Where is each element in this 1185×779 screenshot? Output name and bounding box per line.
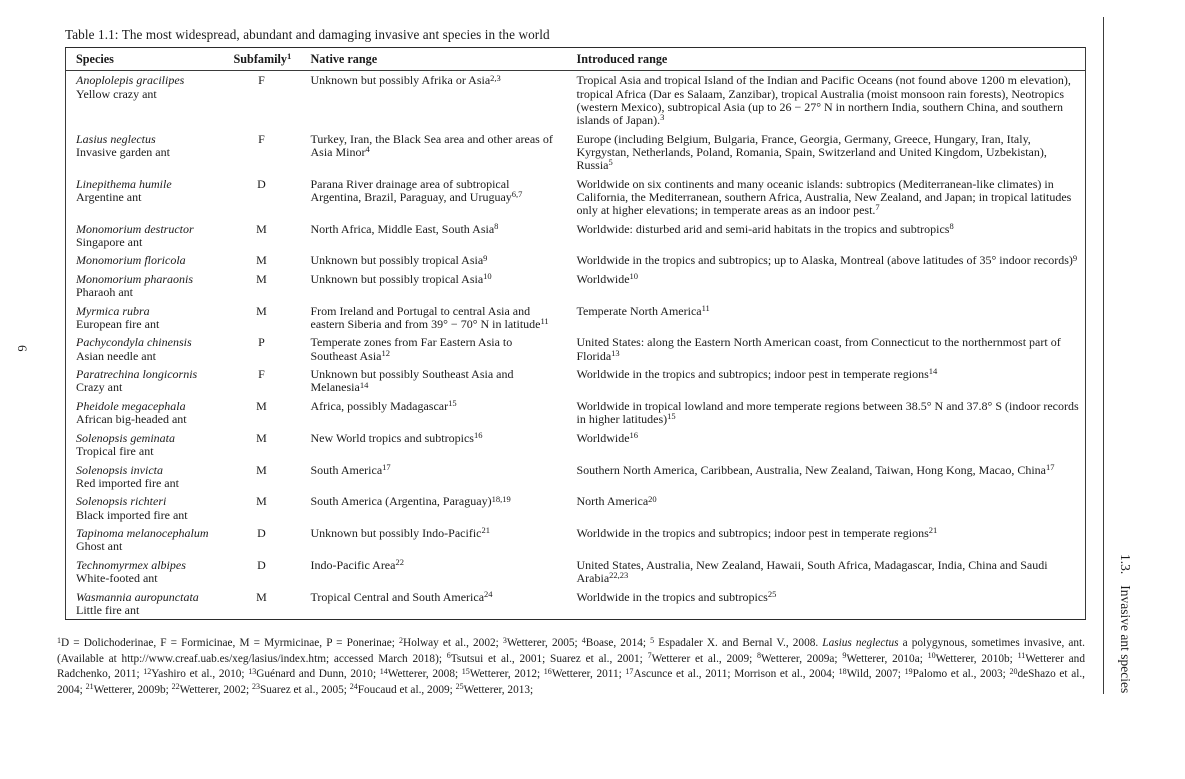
table-row [66,219,1086,251]
table-footnotes: $^1$D = Dolichoderinae, F = Formicinae, M = Myrmicinae, P = Ponerinae; $^2$Holway et al., 2002; $^3$Wetterer, 2005; $^4$Boase, 2014; $^5$ Espadaler X. and Bernal V., 2008. Lasius neglectus a polygynous, sometimes invasive, ant. (Available at http://www.creaf.uab.es/xeg/lasius/index.htm; accessed March 2018); $^6$Tsutsui et al., 2001; Suarez et al., 2001; $^7$Wetterer et al., 2009; $^8$Wetterer, 2009a; $^9$Wetterer, 2010a; $^{10}$Wetterer, 2010b; $^{11}$Wetterer and Radchenko, 2011; $^{12}$Yashiro et al., 2010; $^{13}$Guénard and Dunn, 2010; $^{14}$Wetterer, 2008; $^{15}$Wetterer, 2012; $^{16}$Wetterer, 2011; $^{17}$Ascunce et al., 2011; Morrison et al., 2004; $^{18}$Wild, 2007; $^{19}$Palomo et al., 2003; $^{20}$deShazo et al., 2004; $^{21}$Wetterer, 2009b; $^{22}$Wetterer, 2002; $^{23}$Suarez et al., 2005; $^{24}$Foucaud et al., 2009; $^{25}$Wetterer, 2013; [57,635,1086,697]
species-name: Solenopsis invicta [76,462,163,477]
subfamily-value: M [256,430,267,445]
table-row [66,365,1086,397]
common-name: European fire ant [76,316,160,331]
page-number: 6 [15,345,30,352]
table-row [66,556,1086,588]
subfamily-value: D [257,557,266,572]
subfamily-value: M [256,221,267,236]
column-header-introduced: Introduced range [571,48,1086,71]
introduced-range: Worldwide in the tropics and subtropics; up to Alaska, Montreal (above latitudes of 35° indoor records)$^9$ [576,252,1078,268]
running-header [1100,17,1133,693]
common-name: Singapore ant [76,234,143,249]
introduced-range: Worldwide in the tropics and subtropics; indoor pest in temperate regions$^{21}$ [576,525,938,541]
table-row [66,302,1086,334]
native-range: Temperate zones from Far Eastern Asia to Southeast Asia$^{12}$ [310,335,513,363]
common-name: Ghost ant [76,539,123,554]
table-row [66,588,1086,620]
subfamily-value: P [258,335,265,350]
subfamily-value: M [256,589,267,604]
native-range: Unknown but possibly tropical Asia$^9$ [310,252,488,268]
table-row [66,71,1086,130]
species-name: Pheidole megacephala [76,399,186,414]
introduced-range: Temperate North America$^{11}$ [576,302,710,318]
section-number: 1.3. [1118,553,1133,575]
introduced-range: Europe (including Belgium, Bulgaria, France, Georgia, Germany, Greece, Hungary, Iran, Italy, Kyrgystan, Netherlands, Poland, Romania, Spain, Switzerland and United Kingdom, Uzbekistan), Russia$^5$ [576,131,1047,172]
common-name: Yellow crazy ant [76,86,157,101]
native-range: Tropical Central and South America$^{24}$ [310,588,493,604]
species-name: Monomorium destructor [76,221,194,236]
species-name: Solenopsis geminata [76,430,175,445]
native-range: New World tropics and subtropics$^{16}$ [310,429,483,445]
table-row [66,174,1086,219]
introduced-range: United States, Australia, New Zealand, Hawaii, South Africa, Madagascar, India, China and Saudi Arabia$^{22,23}$ [576,557,1048,586]
species-name: Monomorium floricola [76,253,186,268]
table-container [65,47,1085,620]
species-name: Paratrechina longicornis [76,367,198,382]
table-row [66,524,1086,556]
native-range: North Africa, Middle East, South Asia$^8$ [310,220,499,236]
species-name: Myrmica rubra [76,303,150,318]
introduced-range: Worldwide on six continents and many oceanic islands: subtropics (Mediterranean-like climates) in California, the Mediterranean, southern Africa, Australia, New Zealand, and Japan; in tropical latitudes only at higher elevations; in temperate areas as an indoor pest.$^7$ [576,176,1072,217]
native-range: Unknown but possibly Indo-Pacific$^{21}$ [310,525,490,541]
subfamily-value: M [256,462,267,477]
common-name: Little fire ant [76,602,140,617]
subfamily-value: F [258,131,265,146]
common-name: Argentine ant [76,189,142,204]
table-row [66,333,1086,365]
subfamily-value: D [257,176,266,191]
introduced-range: Worldwide in the tropics and subtropics; indoor pest in temperate regions$^{14}$ [576,366,938,382]
introduced-range: Worldwide$^{10}$ [576,271,639,286]
subfamily-value: M [256,303,267,318]
native-range: From Ireland and Portugal to central Asia and eastern Siberia and from 39° − 70° N in latitude$^{11}$ [310,303,549,331]
species-name: Anoplolepis gracilipes [76,73,185,88]
species-name: Solenopsis richteri [76,494,167,509]
table-row [66,129,1086,174]
common-name: African big-headed ant [76,412,187,427]
table-row [66,251,1086,270]
column-header-species: Species [66,48,234,71]
common-name: Crazy ant [76,380,123,395]
subfamily-value: M [256,271,267,286]
introduced-range: Worldwide in the tropics and subtropics$^{25}$ [576,588,777,604]
native-range: Unknown but possibly Southeast Asia and Melanesia$^{14}$ [310,367,514,395]
species-name: Technomyrmex albipes [76,557,186,572]
introduced-range: Worldwide$^{16}$ [576,429,639,445]
native-range: South America$^{17}$ [310,461,391,477]
common-name: Invasive garden ant [76,144,170,159]
species-name: Linepithema humile [76,176,172,191]
column-header-native: Native range [304,48,571,71]
column-header-subfamily: Subfamily$^1$ [234,48,304,71]
common-name: White-footed ant [76,571,158,586]
species-name: Lasius neglectus [76,131,156,146]
species-name: Wasmannia auropunctata [76,589,199,604]
invasive-ants-table [65,47,1086,620]
common-name: Pharaoh ant [76,285,133,300]
native-range: Unknown but possibly Afrika or Asia$^{2,3}$ [310,72,501,88]
table-row [66,429,1086,461]
common-name: Black imported fire ant [76,507,188,522]
common-name: Asian needle ant [76,348,156,363]
subfamily-value: D [257,526,266,541]
introduced-range: Tropical Asia and tropical Island of the Indian and Pacific Oceans (not found above 1200 m elevation), tropical Africa (Dar es Salaam, Zanzibar), tropical Australia (moist monsoon rain forests), Neotropics (western Mexico), subtropical Asia (up to 26 − 27° N in northern India, southern China, and southern islands of Japan).$^3$ [576,73,1071,127]
native-range: Parana River drainage area of subtropical Argentina, Brazil, Paraguay, and Uruguay$^{6,7}$ [310,176,523,204]
native-range: Unknown but possibly tropical Asia$^{10}$ [310,271,492,286]
native-range: South America (Argentina, Paraguay)$^{18,19}$ [310,493,511,509]
species-name: Tapinoma melanocephalum [76,526,209,541]
introduced-range: North America$^{20}$ [576,493,657,509]
native-range: Turkey, Iran, the Black Sea area and other areas of Asia Minor$^4$ [310,131,553,159]
subfamily-value: F [258,367,265,382]
native-range: Africa, possibly Madagascar$^{15}$ [310,398,457,414]
common-name: Red imported fire ant [76,475,179,490]
table-row [66,270,1086,302]
introduced-range: Southern North America, Caribbean, Australia, New Zealand, Taiwan, Hong Kong, Macao, China$^{17}$ [576,461,1055,477]
table-row [66,460,1086,492]
common-name: Tropical fire ant [76,444,154,459]
introduced-range: Worldwide: disturbed arid and semi-arid habitats in the tropics and subtropics$^8$ [576,220,954,236]
subfamily-value: M [256,494,267,509]
table-row [66,397,1086,429]
introduced-range: Worldwide in tropical lowland and more temperate regions between 38.5° N and 37.8° S (indoor records in higher latitudes)$^{15}$ [576,399,1079,427]
table-body [66,71,1086,620]
species-name: Monomorium pharaonis [76,271,194,286]
subfamily-value: M [256,399,267,414]
native-range: Indo-Pacific Area$^{22}$ [310,557,404,572]
species-name: Pachycondyla chinensis [76,335,192,350]
table-row [66,492,1086,524]
subfamily-value: F [258,73,265,88]
table-caption: Table 1.1: The most widespread, abundant and damaging invasive ant species in the world [65,27,550,42]
section-title: Invasive ant species [1118,585,1133,693]
introduced-range: United States: along the Eastern North American coast, from Connecticut to the northernmost part of Florida$^{13}$ [576,335,1061,363]
table-header-row [66,48,1086,71]
subfamily-value: M [256,253,267,268]
